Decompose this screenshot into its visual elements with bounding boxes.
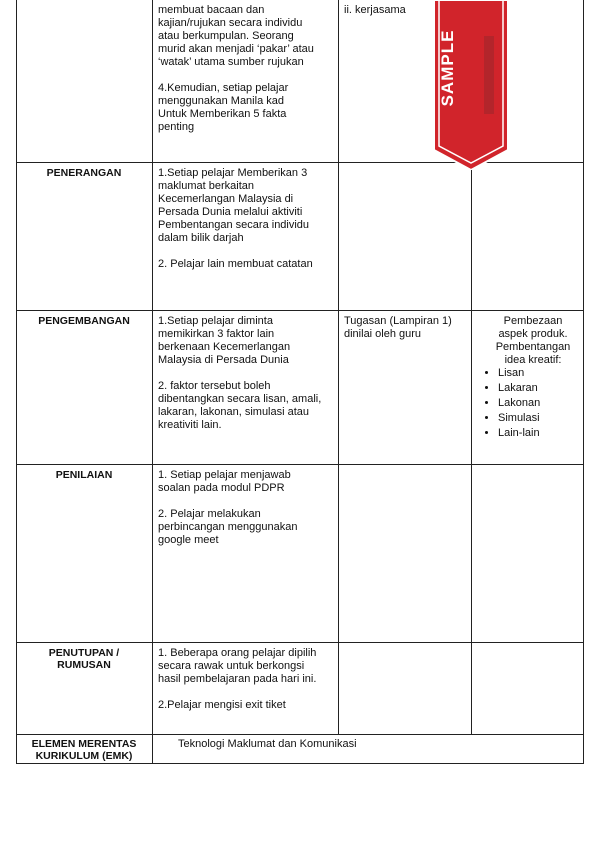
table-bottom-border bbox=[16, 763, 584, 764]
activity-text: 1.Setiap pelajar diminta memikirkan 3 faktor lain berkenaan Kecemerlangan Malaysia di Persada Dunia bbox=[158, 315, 291, 366]
activity-cell bbox=[158, 647, 334, 712]
activity-text: 4.Kemudian, setiap pelajar menggunakan Manila kad Untuk Memberikan 5 fakta penting bbox=[158, 82, 289, 133]
column-divider bbox=[338, 0, 339, 734]
emk-label: ELEMEN MERENTAS KURIKULUM (EMK) bbox=[31, 738, 137, 762]
row-divider bbox=[16, 310, 584, 311]
activity-text: 1.Setiap pelajar Memberikan 3 maklumat berkaitan Kecemerlangan Malaysia di Persada Dunia melalui aktiviti Pembentangan secara individu dalam bilik darjah bbox=[158, 167, 310, 244]
notes-title: Pembezaan aspek produk. Pembentangan idea kreatif: bbox=[495, 315, 571, 366]
row-divider bbox=[16, 642, 584, 643]
activity-text: 2.Pelajar mengisi exit tiket bbox=[158, 699, 286, 711]
activity-cell bbox=[158, 167, 334, 271]
row-divider bbox=[16, 734, 584, 735]
stage-label: PENGEMBANGAN bbox=[38, 315, 130, 327]
list-item: • Lakaran bbox=[498, 382, 580, 395]
assessment-cell: ii. kerjasama bbox=[344, 4, 406, 16]
watermark-subband bbox=[484, 36, 494, 114]
list-item: • Simulasi bbox=[498, 412, 580, 425]
stage-label: PENERANGAN bbox=[46, 167, 122, 179]
stage-label: PENUTUPAN / RUMUSAN bbox=[48, 647, 120, 671]
notes-list bbox=[476, 367, 580, 440]
row-divider bbox=[16, 464, 584, 465]
notes-cell bbox=[476, 315, 580, 442]
assessment-cell: Tugasan (Lampiran 1) dinilai oleh guru bbox=[344, 315, 452, 340]
activity-cell bbox=[158, 315, 334, 432]
watermark-text: SAMPLE bbox=[438, 29, 457, 107]
activity-cell bbox=[158, 4, 334, 134]
list-item: • Lisan bbox=[498, 367, 580, 380]
activity-text: 2. faktor tersebut boleh dibentangkan secara lisan, amali, lakaran, lakonan, simulasi atau kreativiti lain. bbox=[158, 380, 322, 431]
stage-label: PENILAIAN bbox=[55, 469, 113, 481]
column-divider bbox=[152, 0, 153, 764]
activity-text: 2. Pelajar melakukan perbincangan menggunakan google meet bbox=[158, 508, 298, 546]
activity-text: 1. Setiap pelajar menjawab soalan pada modul PDPR bbox=[158, 469, 291, 494]
activity-cell bbox=[158, 469, 334, 547]
list-item: • Lain-lain bbox=[498, 427, 580, 440]
table-right-border bbox=[583, 0, 584, 764]
list-item: • Lakonan bbox=[498, 397, 580, 410]
table-left-border bbox=[16, 0, 17, 764]
sample-watermark bbox=[434, 0, 508, 170]
emk-value: Teknologi Maklumat dan Komunikasi bbox=[178, 738, 357, 750]
activity-text: 2. Pelajar lain membuat catatan bbox=[158, 258, 313, 270]
activity-text: membuat bacaan dan kajian/rujukan secara individu atau berkumpulan. Seorang murid akan menjadi ‘pakar’ atau ‘watak’ utama sumber rujukan bbox=[158, 4, 314, 68]
activity-text: 1. Beberapa orang pelajar dipilih secara rawak untuk berkongsi hasil pembelajaran pada hari ini. bbox=[158, 647, 317, 685]
